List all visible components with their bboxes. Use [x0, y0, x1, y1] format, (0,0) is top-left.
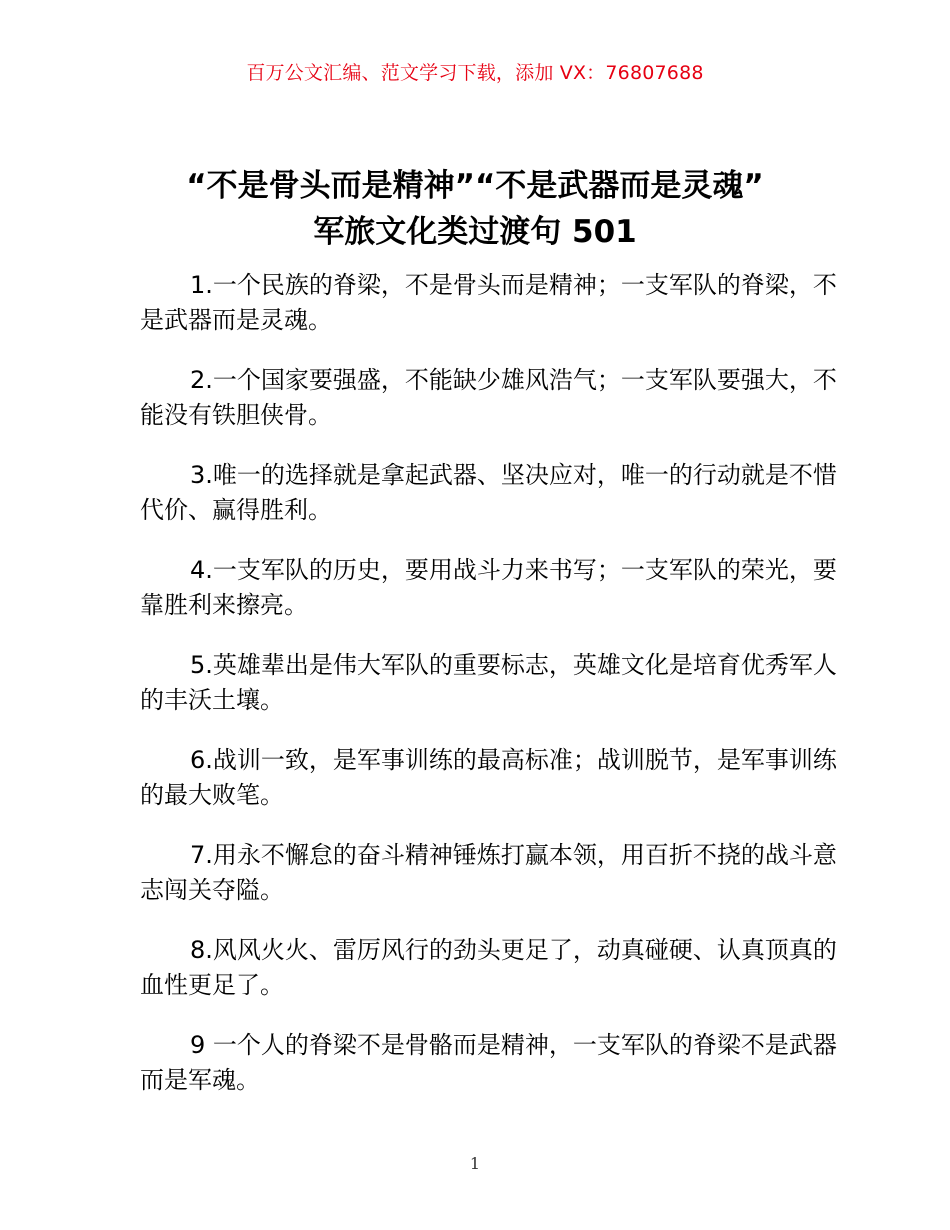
list-item: 7.用永不懈怠的奋斗精神锤炼打赢本领，用百折不挠的战斗意志闯关夺隘。	[140, 841, 837, 904]
promo-header: 百万公文汇编、范文学习下载，添加 VX：76807688	[246, 62, 704, 84]
document-title-line-2: 军旅文化类过渡句 501	[313, 214, 637, 250]
list-item: 1.一个民族的脊梁，不是骨头而是精神；一支军队的脊梁，不是武器而是灵魂。	[140, 271, 837, 334]
list-item: 4.一支军队的历史，要用战斗力来书写；一支军队的荣光，要靠胜利来擦亮。	[140, 556, 837, 619]
list-item: 2.一个国家要强盛，不能缺少雄风浩气；一支军队要强大，不能没有铁胆侠骨。	[140, 366, 837, 429]
sentence-list	[140, 268, 840, 1123]
document-title-line-1: “不是骨头而是精神”“不是武器而是灵魂”	[186, 168, 764, 204]
list-item: 3.唯一的选择就是拿起武器、坚决应对，唯一的行动就是不惜代价、赢得胜利。	[140, 461, 837, 524]
list-item: 9 一个人的脊梁不是骨骼而是精神，一支军队的脊梁不是武器而是军魂。	[140, 1031, 837, 1094]
list-item: 8.风风火火、雷厉风行的劲头更足了，动真碰硬、认真顶真的血性更足了。	[140, 936, 837, 999]
list-item: 5.英雄辈出是伟大军队的重要标志，英雄文化是培育优秀军人的丰沃土壤。	[140, 651, 837, 714]
page-number: 1	[469, 1154, 481, 1173]
list-item: 6.战训一致，是军事训练的最高标准；战训脱节，是军事训练的最大败笔。	[140, 746, 837, 809]
